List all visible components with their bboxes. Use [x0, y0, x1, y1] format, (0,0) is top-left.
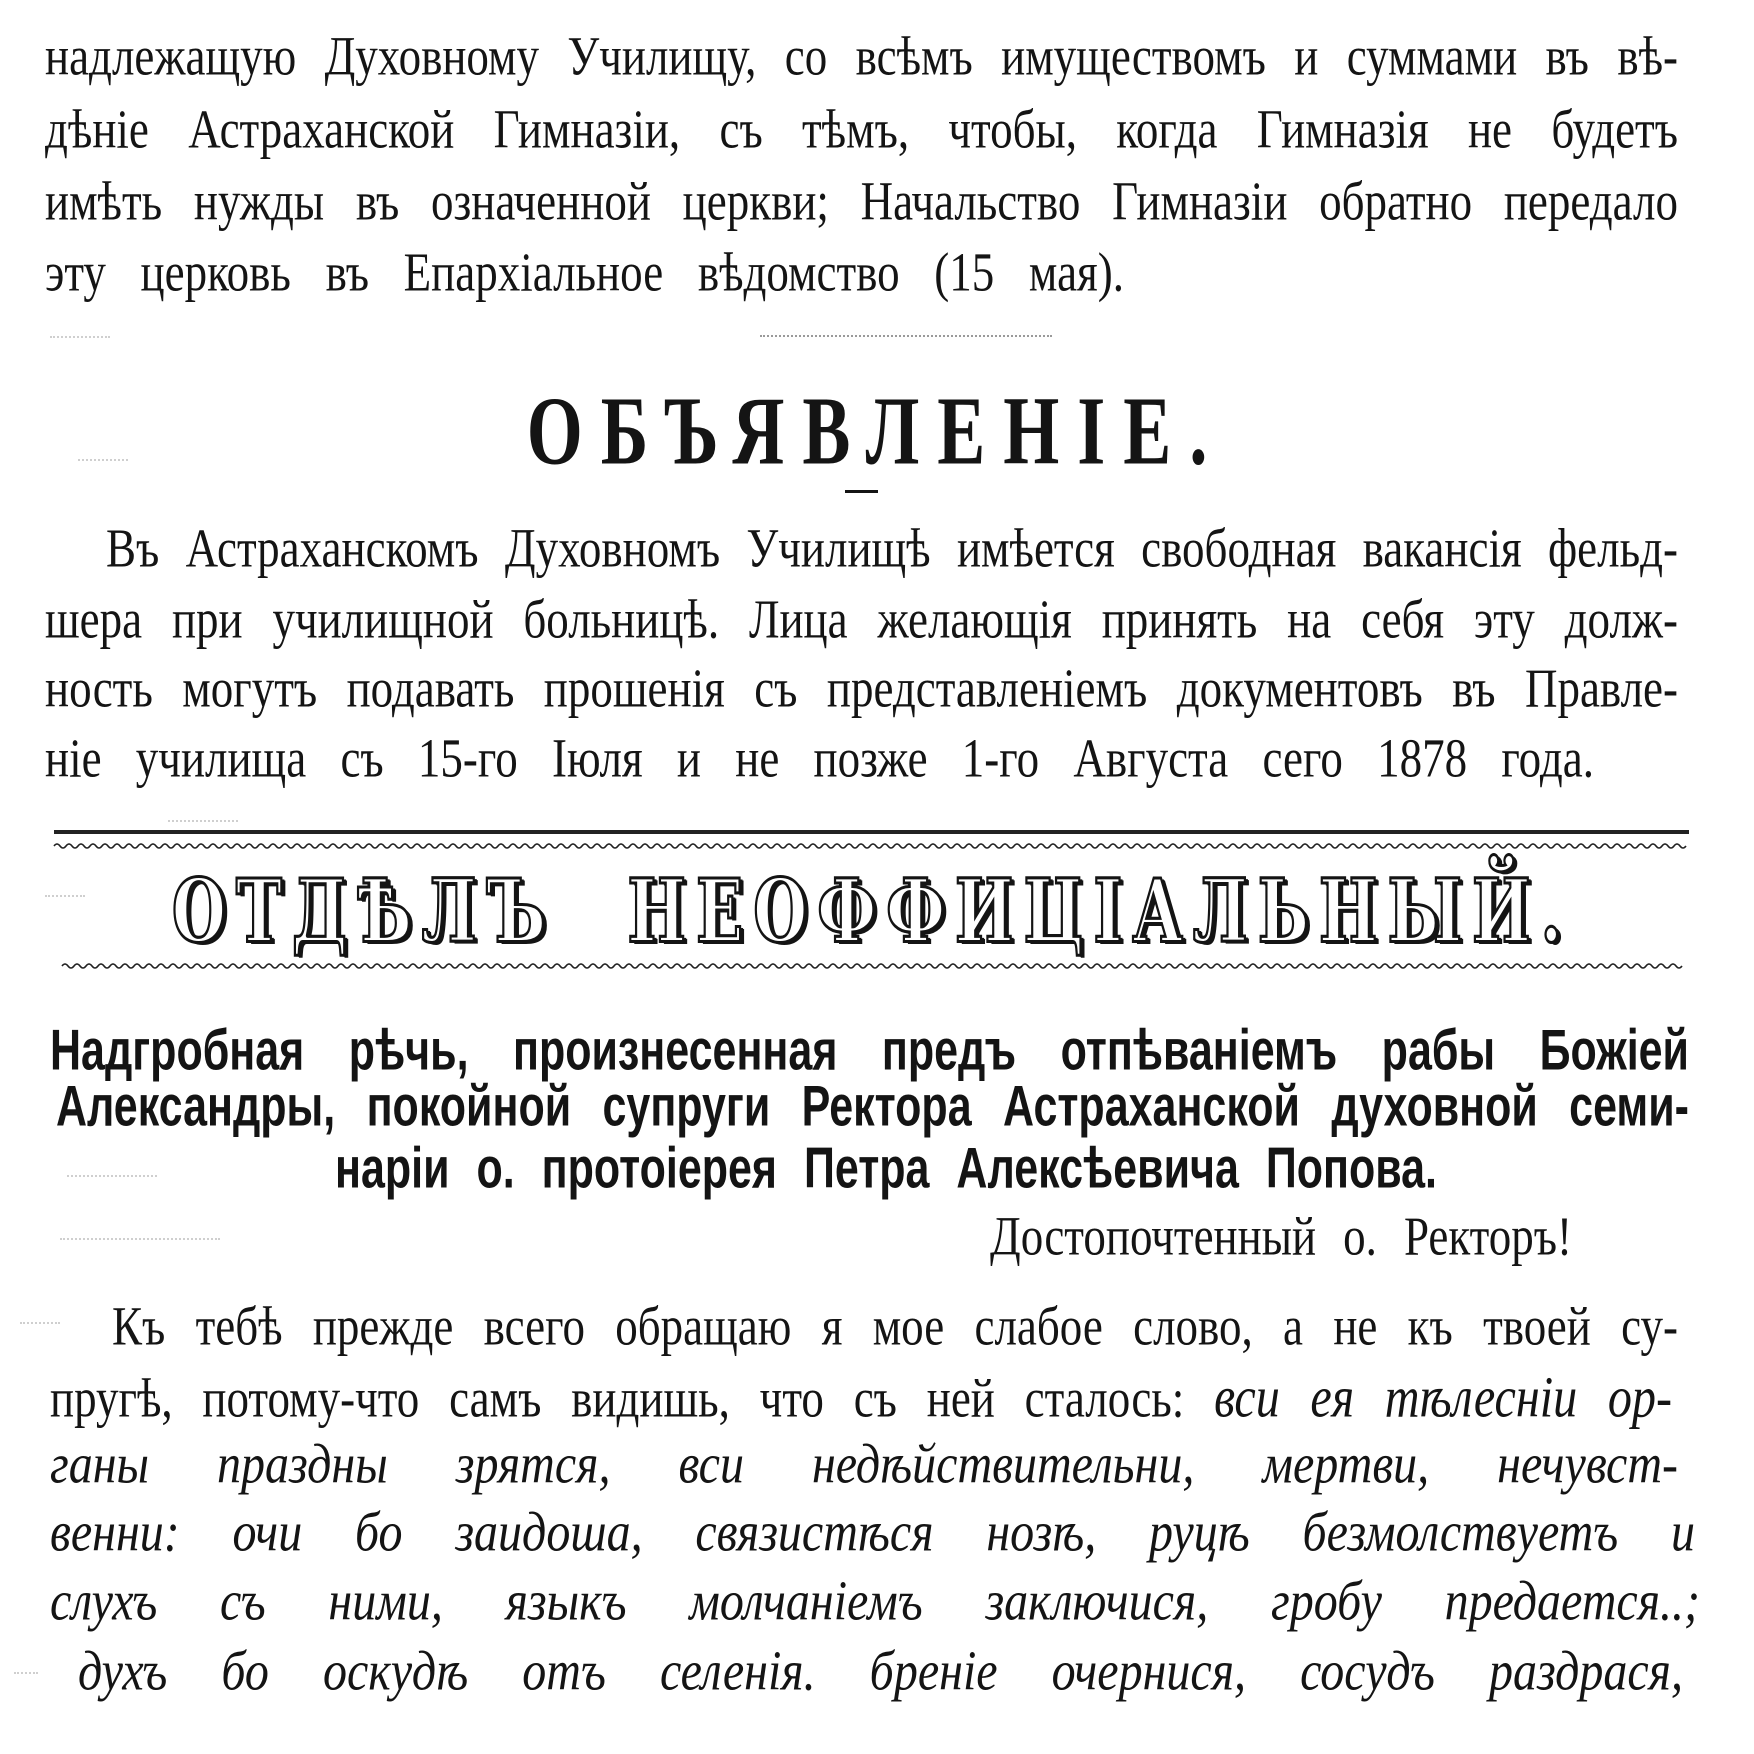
- speech-line-roman: Къ тебѣ прежде всего обращаю я мое слабое слово, а не къ твоей су-: [112, 1295, 1678, 1357]
- announcement-line: ніе училища съ 15-го Іюля и не позже 1-го Августа сего 1878 года.: [45, 727, 1594, 789]
- wavy-rule-path: [62, 964, 1682, 968]
- speech-line-quote: вси ея тѣлесніи ор-: [1214, 1365, 1673, 1430]
- announcement-line: шера при училищной больницѣ. Лица желающія принять на себя эту долж-: [45, 588, 1678, 650]
- speech-line-roman: пругѣ, потому-что самъ видишь, что съ ней сталось:: [50, 1367, 1215, 1429]
- speech-line: [112, 1287, 1678, 1365]
- scan-speck: [168, 820, 238, 822]
- speech-quote-line: ганы праздны зрятся, вси недѣйствительни, мертви, нечувст-: [50, 1433, 1678, 1496]
- speech-quote-line: венни: очи бо заидоша, связистѣся нозѣ, руцѣ безмолствуетъ и: [50, 1501, 1695, 1564]
- body-text-line: имѣть нужды въ означенной церкви; Начальство Гимназіи обратно передало: [45, 170, 1678, 232]
- salutation: Достопочтенный о. Ректоръ!: [990, 1205, 1572, 1267]
- title-dash: [845, 490, 878, 493]
- speech-title-line: Александры, покойной супруги Ректора Астраханской духовной семи-: [56, 1075, 1689, 1139]
- speech-quote-line: слухъ съ ними, языкъ молчаніемъ заключися, гробу предается..;: [50, 1570, 1700, 1633]
- speech-title-line: наріи о. протоіерея Петра Алексѣевича Попова.: [335, 1137, 1437, 1201]
- thick-rule: [54, 830, 1689, 834]
- wavy-rule-path: [54, 844, 1686, 848]
- speech-quote-line: духъ бо оскудѣ отъ селенія. бреніе очернися, сосудъ раздрася,: [78, 1640, 1683, 1703]
- speech-title-line: Надгробная рѣчь, произнесенная предъ отпѣваніемъ рабы Божіей: [50, 1019, 1689, 1083]
- announcement-title: ОБЪЯВЛЕНІЕ.: [526, 377, 1226, 485]
- scan-speck: [50, 336, 110, 338]
- scan-speck: [60, 1238, 220, 1240]
- announcement-line: ность могутъ подавать прошенія съ представленіемъ документовъ въ Правле-: [45, 657, 1678, 719]
- section-title: ОТДѢЛЪ НЕОФФИЦІАЛЬНЫЙ.: [171, 860, 1573, 963]
- scan-speck: [67, 1175, 157, 1177]
- body-text-line: надлежащую Духовному Училищу, со всѣмъ имуществомъ и суммами въ вѣ-: [45, 25, 1678, 87]
- body-text-line: эту церковь въ Епархіальное вѣдомство (15 мая).: [45, 241, 1124, 303]
- body-text-line: дѣніе Астраханской Гимназіи, съ тѣмъ, чтобы, когда Гимназія не будетъ: [45, 98, 1678, 160]
- wavy-rule: [62, 960, 1689, 972]
- speech-line: [50, 1359, 1672, 1437]
- scan-speck: [14, 1672, 38, 1674]
- scan-speck: [20, 1322, 60, 1324]
- dotted-divider: [760, 335, 1052, 337]
- announcement-line: Въ Астраханскомъ Духовномъ Училищѣ имѣется свободная вакансія фельд-: [106, 517, 1678, 579]
